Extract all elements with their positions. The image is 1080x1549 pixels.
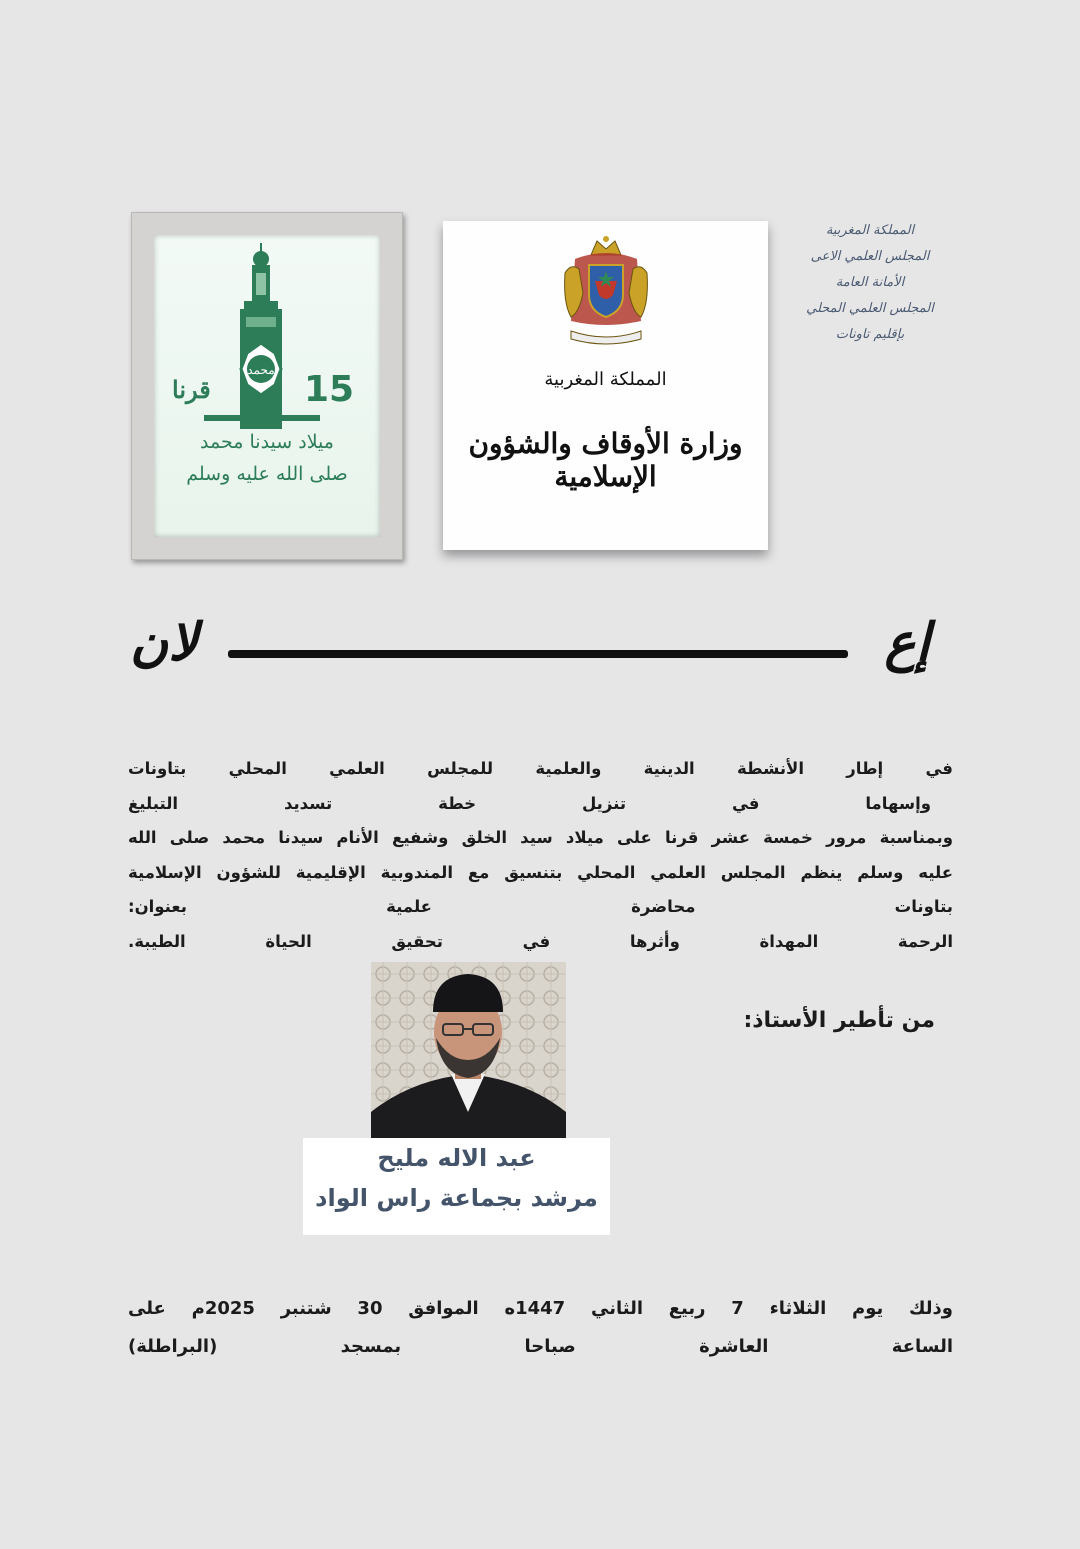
header-institution-lines — [780, 218, 960, 348]
centenary-number: 15 — [304, 369, 355, 410]
lecturer-role: مرشد بجماعة راس الواد — [315, 1184, 598, 1212]
ministry-kingdom-label: المملكة المغربية — [544, 369, 667, 390]
body-line: وبمناسبة مرور خمسة عشر قرنا على ميلاد سيد الخلق وشفيع الأنام سيدنا محمد صلى الله — [128, 828, 953, 848]
announcement-title-end: لان — [130, 612, 198, 673]
body-line: الرحمة المهداة وأثرها في تحقيق الحياة الطيبة. — [128, 931, 953, 951]
date-line: وذلك يوم الثلاثاء 7 ربيع الثاني 1447ه الموافق 30 شتنبر 2025م على — [128, 1298, 953, 1319]
header-line-secretariat: الأمانة العامة — [835, 275, 905, 290]
announcement-title-stretch — [228, 650, 848, 658]
announcement-title — [130, 612, 930, 682]
centenary-logo — [154, 235, 380, 537]
svg-text:محمد: محمد — [247, 363, 275, 377]
body-line: عليه وسلم ينظم المجلس العلمي المحلي بتنسيق مع المندوبية الإقليمية للشؤون الإسلامية — [128, 862, 953, 882]
header-line-province: بإقليم تاونات — [835, 327, 905, 342]
centenary-logo-frame — [131, 212, 403, 560]
ministry-logo — [443, 221, 768, 550]
lecturer-label: من تأطير الأستاذ: — [743, 1008, 935, 1033]
ministry-name-label: وزارة الأوقاف والشؤون الإسلامية — [468, 427, 743, 493]
event-date-time — [128, 1290, 953, 1366]
centenary-word: قرنا — [172, 375, 211, 404]
announcement-body — [128, 752, 953, 960]
body-line: وإسهاما في تنزيل خطة تسديد التبليغ — [128, 793, 931, 813]
centenary-line-birth: ميلاد سيدنا محمد — [200, 431, 334, 453]
body-line: في إطار الأنشطة الدينية والعلمية للمجلس العلمي المحلي بتاونات — [128, 759, 953, 778]
header-line-supreme-council: المجلس العلمي الاعى — [810, 249, 930, 264]
lecturer-card — [303, 1138, 610, 1235]
lecturer-photo — [371, 962, 566, 1139]
centenary-line-salutation: صلى الله عليه وسلم — [186, 463, 348, 485]
moroccan-coat-of-arms-icon — [561, 233, 651, 348]
body-line: بتاونات محاضرة علمية بعنوان: — [128, 897, 953, 917]
header-line-local-council: المجلس العلمي المحلي — [806, 301, 934, 316]
lecturer-name: عبد الاله مليح — [377, 1144, 536, 1172]
date-line: الساعة العاشرة صباحا بمسجد (البراطلة) — [128, 1336, 953, 1357]
header-line-kingdom: المملكة المغربية — [825, 223, 915, 238]
announcement-title-start: إع — [884, 612, 930, 673]
